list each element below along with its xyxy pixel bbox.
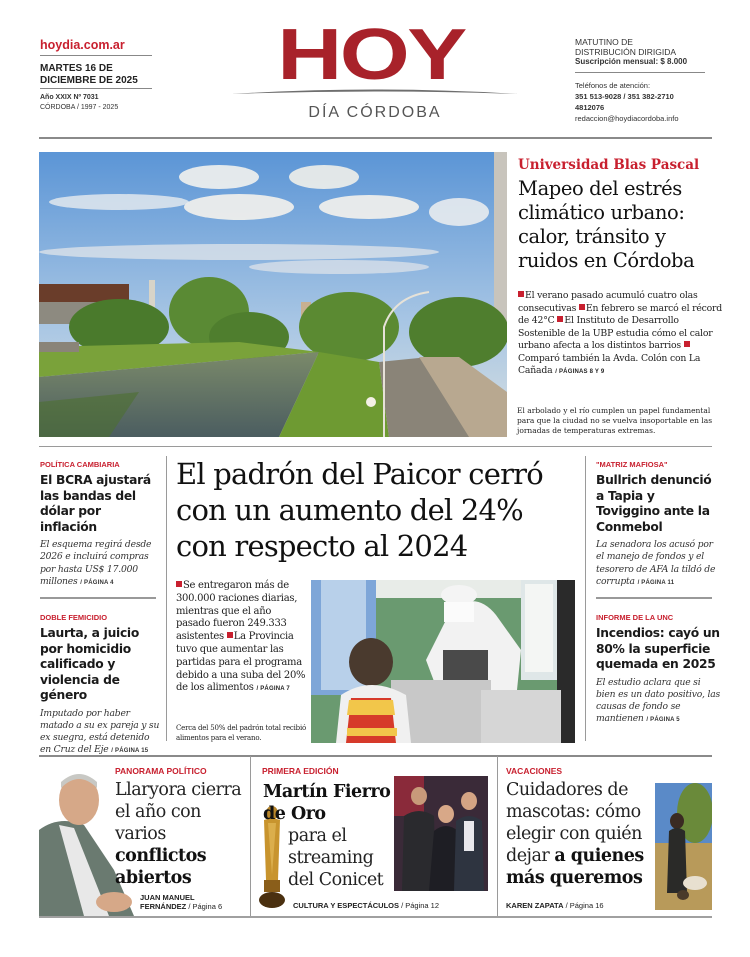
bullet-icon — [518, 291, 524, 297]
contact-info — [575, 80, 679, 124]
left-story-2[interactable] — [40, 613, 162, 758]
story-summary: El estudio aclara que si bien es un dato positivo, las causas de fondo se mantienen — [596, 676, 721, 725]
section-name: CULTURA Y ESPECTÁCULOS — [293, 901, 399, 910]
edition-line-1: MATUTINO DE — [575, 37, 633, 47]
issue-date — [40, 63, 138, 87]
main-bullet: Se entregaron más de 300.000 raciones diarias, mientras que el año pasado fueron 249.333 asistentes — [176, 580, 298, 643]
bullet-icon — [227, 632, 233, 638]
award-winners-photo-icon — [394, 776, 488, 891]
story-kicker: PANORAMA POLÍTICO — [115, 766, 207, 776]
story-kicker: DOBLE FEMICIDIO — [40, 613, 108, 622]
river-photo-icon — [39, 152, 507, 437]
column-divider — [585, 456, 586, 741]
divider — [40, 88, 152, 89]
hero-photo-caption: El arbolado y el río cumplen un papel fundamental para que la ciudad no se vuelva insoportable en las jornadas de temperaturas extremas. — [517, 406, 713, 435]
page-reference[interactable]: / PÁGINA 15 — [111, 748, 149, 755]
date-line-1: MARTES 16 DE — [40, 63, 113, 74]
main-headline[interactable]: El padrón del Paicor cerró con un aumento del 24% con respecto al 2024 — [176, 457, 543, 563]
hero-kicker: Universidad Blas Pascal — [518, 157, 700, 173]
story-summary: El esquema regirá desde 2026 e incluirá compras por hasta US$ 17.000 millones — [40, 539, 152, 587]
story-summary: La senadora los acusó por el manejo de fondos y el tesorero de AFA la tildó de corrupta — [596, 539, 716, 587]
divider — [40, 55, 152, 56]
story-headline[interactable]: Laurta, a juicio por homicidio calificado y violencia de género — [40, 626, 139, 702]
byline — [506, 901, 604, 910]
logo-swoosh-icon — [232, 88, 518, 96]
phones-label: Teléfonos de atención: — [575, 81, 651, 90]
phones-line-2: 4812076 — [575, 103, 605, 112]
main-photo[interactable] — [311, 580, 575, 743]
page-reference[interactable]: / Página 12 — [401, 901, 440, 910]
byline — [293, 901, 439, 910]
hero-photo[interactable] — [39, 152, 507, 437]
logo-hoy: HOY — [277, 15, 465, 95]
phones-line-1: 351 513-9028 / 351 382-2710 — [575, 92, 674, 101]
subscription-price: Suscripción mensual: $ 8.000 — [575, 57, 688, 66]
award-photo[interactable] — [394, 776, 488, 891]
edition-info — [575, 37, 735, 67]
bullet-icon — [557, 316, 563, 322]
left-story-1[interactable] — [40, 460, 160, 589]
hero-bullet: El verano pasado acumuló cuatro olas consecutivas — [518, 290, 698, 314]
main-summary — [176, 580, 306, 696]
edition-line-2: DISTRIBUCIÓN DIRIGIDA — [575, 47, 677, 57]
story-kicker: "MATRIZ MAFIOSA" — [596, 460, 668, 469]
author-name: KAREN ZAPATA — [506, 901, 564, 910]
author-name: JUAN MANUEL — [140, 893, 195, 902]
section-rule — [39, 446, 712, 447]
story-headline[interactable] — [263, 781, 393, 825]
byline — [140, 893, 250, 911]
bullet-icon — [176, 581, 182, 587]
page-reference[interactable]: / Página 6 — [188, 902, 223, 911]
story-headline-light: para el streaming del Conicet — [288, 826, 384, 890]
hero-bullet: El Instituto de Desarrollo Sostenible de la UBP estudia cómo el calor urbano afecta a los distintos barrios — [518, 315, 713, 351]
bottom-story-3[interactable] — [506, 766, 651, 889]
hero-summary — [518, 290, 723, 379]
divider — [596, 597, 712, 599]
hero-bullet: En febrero se marcó el récord de 42°C — [518, 302, 723, 326]
right-story-2[interactable] — [596, 613, 721, 727]
main-bullet: La Provincia tuvo que aumentar las partidas para el programa debido a una suba del 20% de los alimentos — [176, 631, 306, 694]
bottom-rule — [39, 916, 712, 918]
story-headline[interactable]: El BCRA ajustará las bandas del dólar por inflación — [40, 473, 151, 534]
hero-headline[interactable]: Mapeo del estrés climático urbano: calor, tránsito y ruidos en Córdoba — [518, 177, 695, 272]
page-reference[interactable]: / PÁGINA 4 — [80, 579, 114, 586]
author-surname: FERNÁNDEZ — [140, 902, 187, 911]
bottom-story-1[interactable] — [115, 766, 245, 889]
story-headline[interactable]: Incendios: cayó un 80% la superficie quemada en 2025 — [596, 626, 720, 671]
issue-number: Año XXIX Nº 7031 — [40, 94, 99, 101]
main-photo-caption: Cerca del 50% del padrón total recibió alimentos para el verano. — [176, 724, 307, 742]
hero-bullet: Comparó también la Avda. Colón con La Cañada — [518, 352, 701, 376]
story-headline: Llaryora cierra el año con varios — [115, 780, 242, 844]
story-summary: Imputado por haber matado a su ex pareja y su ex suegra, está detenido en Cruz del Eje — [40, 707, 160, 756]
masthead-rule — [39, 137, 712, 139]
bullet-icon — [684, 341, 690, 347]
story-headline-bold: Martín Fierro de Oro — [263, 782, 391, 824]
bullet-icon — [579, 304, 585, 310]
page-reference[interactable]: / PÁGINAS 8 Y 9 — [555, 369, 605, 375]
school-meal-photo-icon — [311, 580, 575, 743]
page-reference[interactable]: / PÁGINA 7 — [256, 686, 290, 693]
column-divider — [250, 756, 251, 916]
page-reference[interactable]: / PÁGINA 11 — [637, 579, 675, 586]
right-story-1[interactable] — [596, 460, 721, 589]
bottom-section-rule — [39, 755, 712, 757]
page-reference[interactable]: / Página 16 — [565, 901, 604, 910]
site-url[interactable]: hoydia.com.ar — [40, 38, 125, 52]
divider — [40, 597, 156, 599]
story-kicker: POLÍTICA CAMBIARIA — [40, 460, 120, 469]
pet-sitter-photo[interactable] — [655, 783, 712, 910]
story-headline: Cuidadores de mascotas: cómo elegir con quién dejar — [506, 780, 642, 866]
dog-walker-photo-icon — [655, 783, 712, 910]
story-kicker: VACACIONES — [506, 766, 563, 776]
divider — [575, 72, 705, 73]
issue-info — [40, 93, 118, 113]
column-divider — [497, 756, 498, 916]
story-headline-bold: conflictos abiertos — [115, 846, 207, 888]
date-line-2: DICIEMBRE DE 2025 — [40, 75, 138, 86]
bottom-story-2[interactable] — [262, 766, 392, 776]
contact-email[interactable]: redaccion@hoydiacordoba.info — [575, 114, 679, 123]
story-headline-bold: a quienes más queremos — [506, 846, 644, 888]
story-headline[interactable]: Bullrich denunció a Tapia y Toviggino ante la Conmebol — [596, 473, 712, 534]
page-reference[interactable]: / PÁGINA 5 — [646, 717, 680, 724]
founded-line: CÓRDOBA / 1997 - 2025 — [40, 104, 119, 111]
column-divider — [166, 456, 167, 741]
story-kicker: PRIMERA EDICIÓN — [262, 766, 339, 776]
story-kicker: INFORME DE LA UNC — [596, 613, 674, 622]
logo-subtitle: DÍA CÓRDOBA — [308, 104, 442, 121]
